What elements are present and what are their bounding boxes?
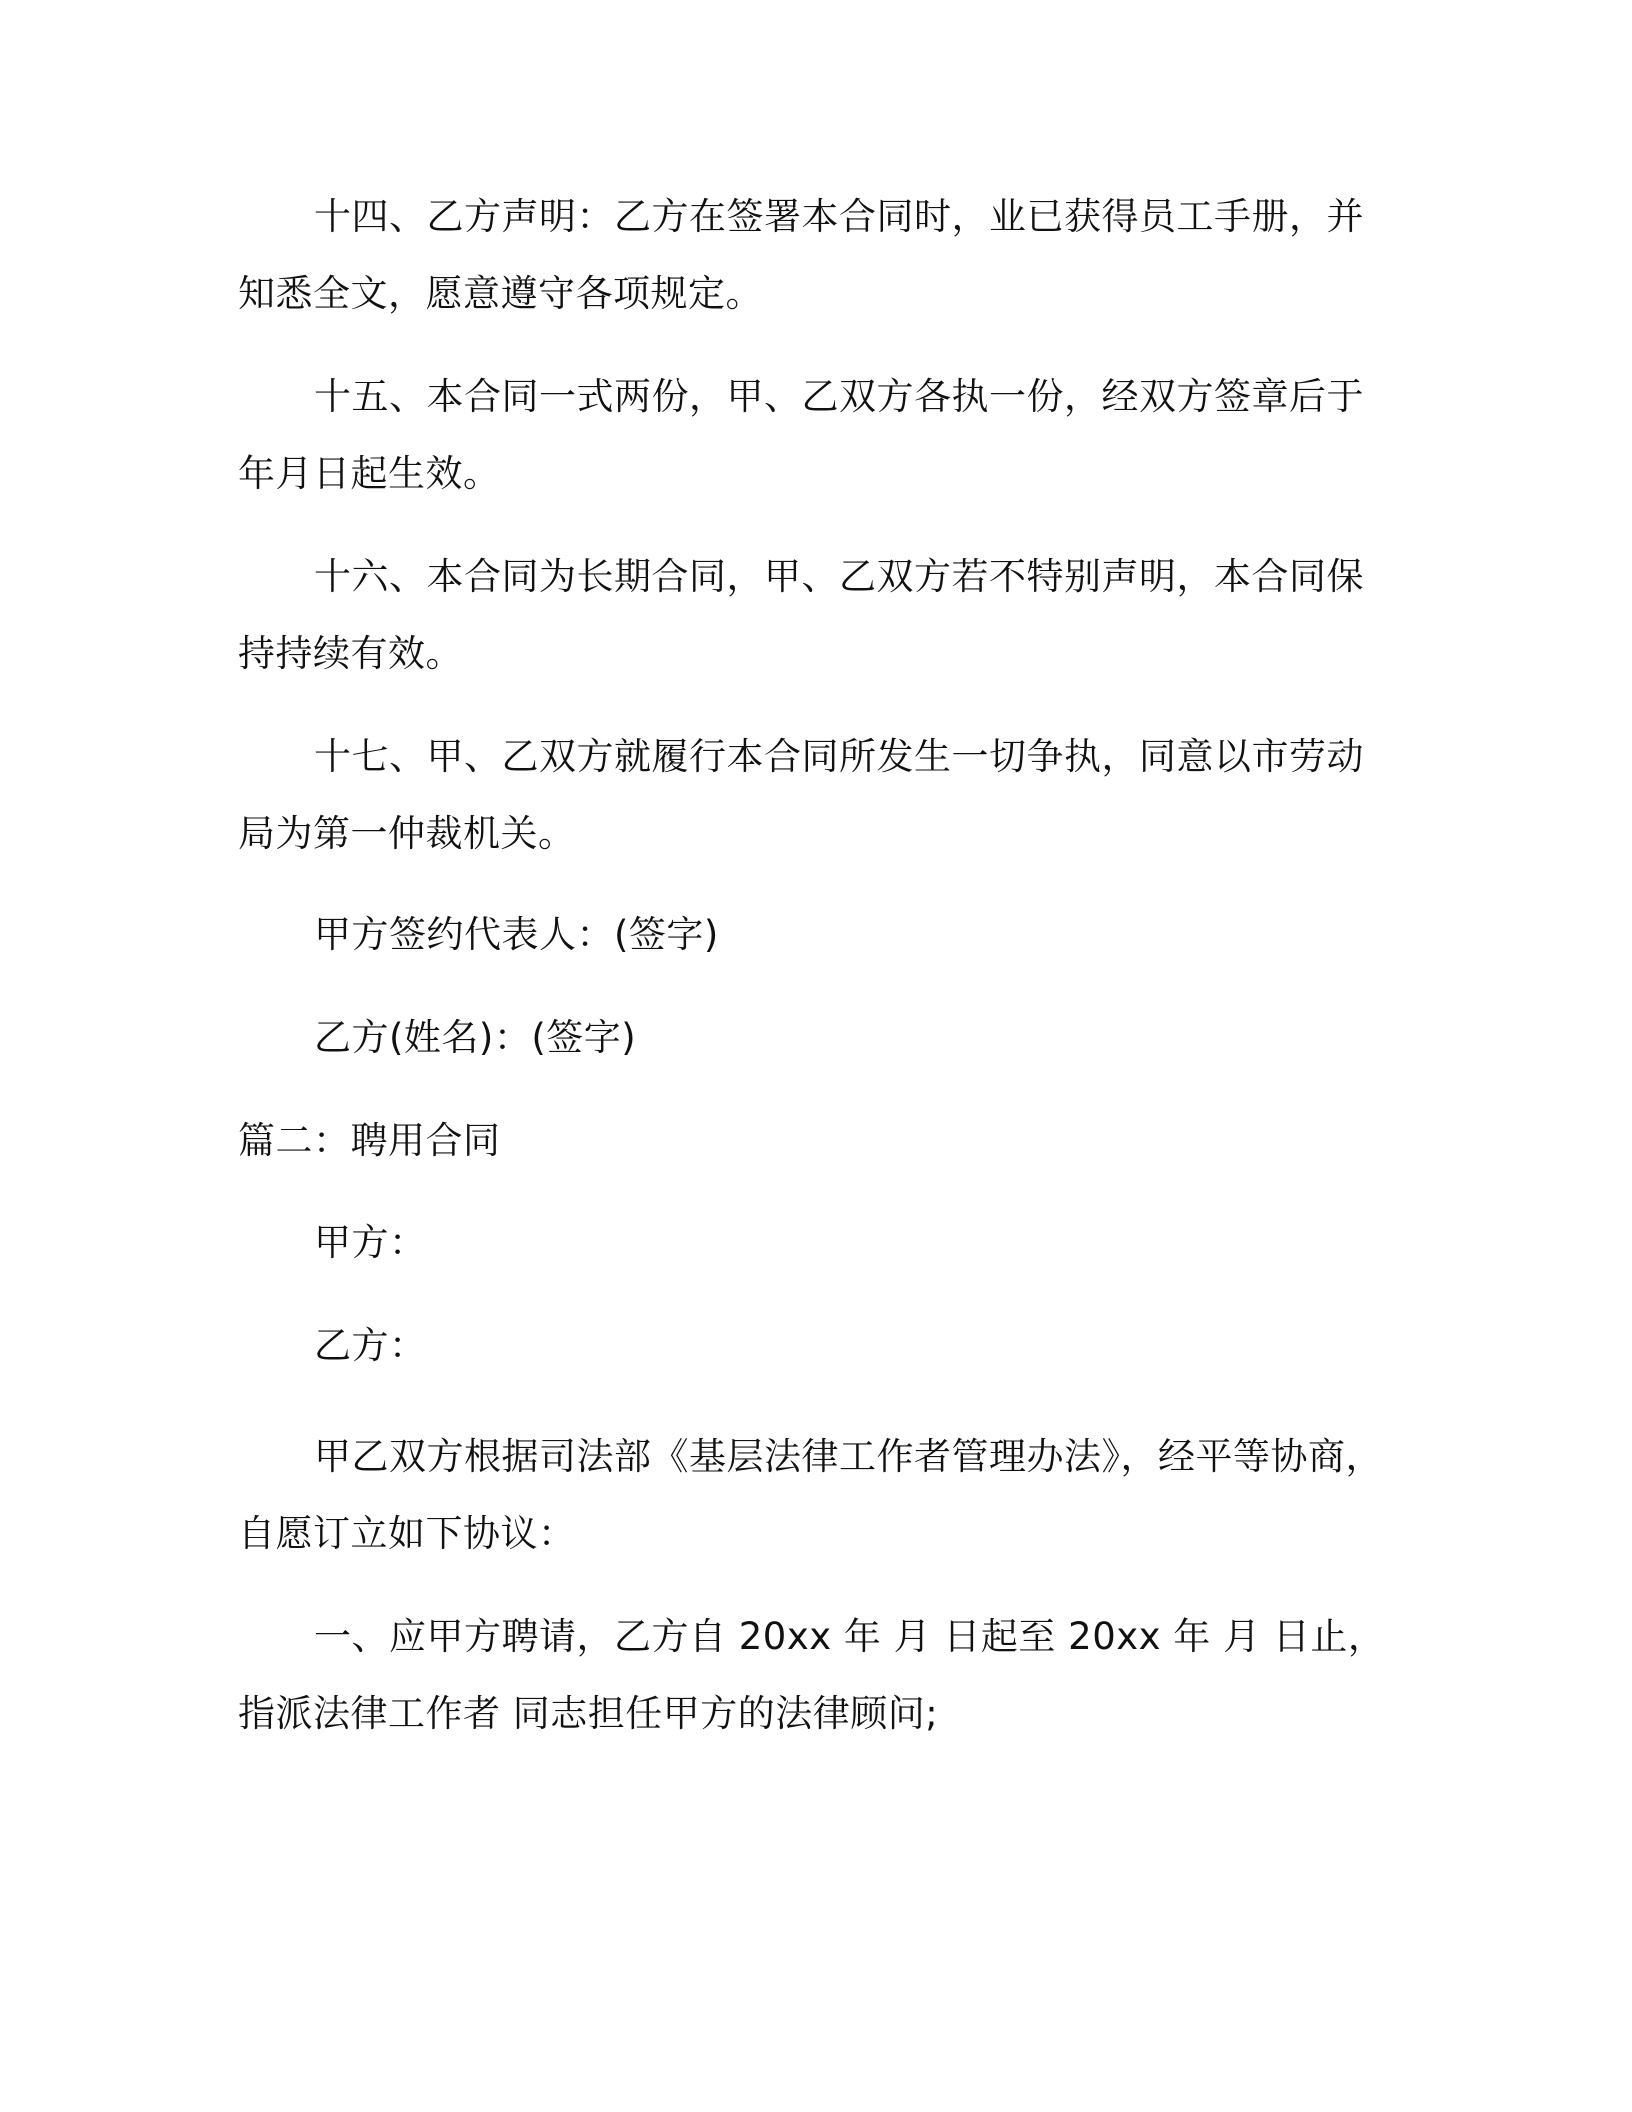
clause-one: 一、应甲方聘请，乙方自 20xx 年 月 日起至 20xx 年 月 日止，指派法律工作者 同志担任甲方的法律顾问; <box>238 1615 1386 1735</box>
section-title: 篇二：聘用合同 <box>238 1119 501 1162</box>
party-a-signature-line: 甲方签约代表人：(签字) <box>314 913 719 956</box>
clause-sixteen: 十六、本合同为长期合同，甲、乙双方若不特别声明，本合同保持持续有效。 <box>238 555 1364 675</box>
party-b-signature-line: 乙方(姓名)：(签字) <box>314 1016 637 1059</box>
agreement-intro: 甲乙双方根据司法部《基层法律工作者管理办法》，经平等协商，自愿订立如下协议： <box>238 1435 1383 1555</box>
party-b-label: 乙方： <box>314 1324 427 1367</box>
party-a-label: 甲方： <box>314 1221 427 1264</box>
clause-fifteen: 十五、本合同一式两份，甲、乙双方各执一份，经双方签章后于年月日起生效。 <box>238 375 1364 495</box>
clause-seventeen: 十七、甲、乙双方就履行本合同所发生一切争执，同意以市劳动局为第一仲裁机关。 <box>238 735 1364 855</box>
clause-fourteen: 十四、乙方声明：乙方在签署本合同时，业已获得员工手册，并知悉全文，愿意遵守各项规定。 <box>238 195 1364 315</box>
